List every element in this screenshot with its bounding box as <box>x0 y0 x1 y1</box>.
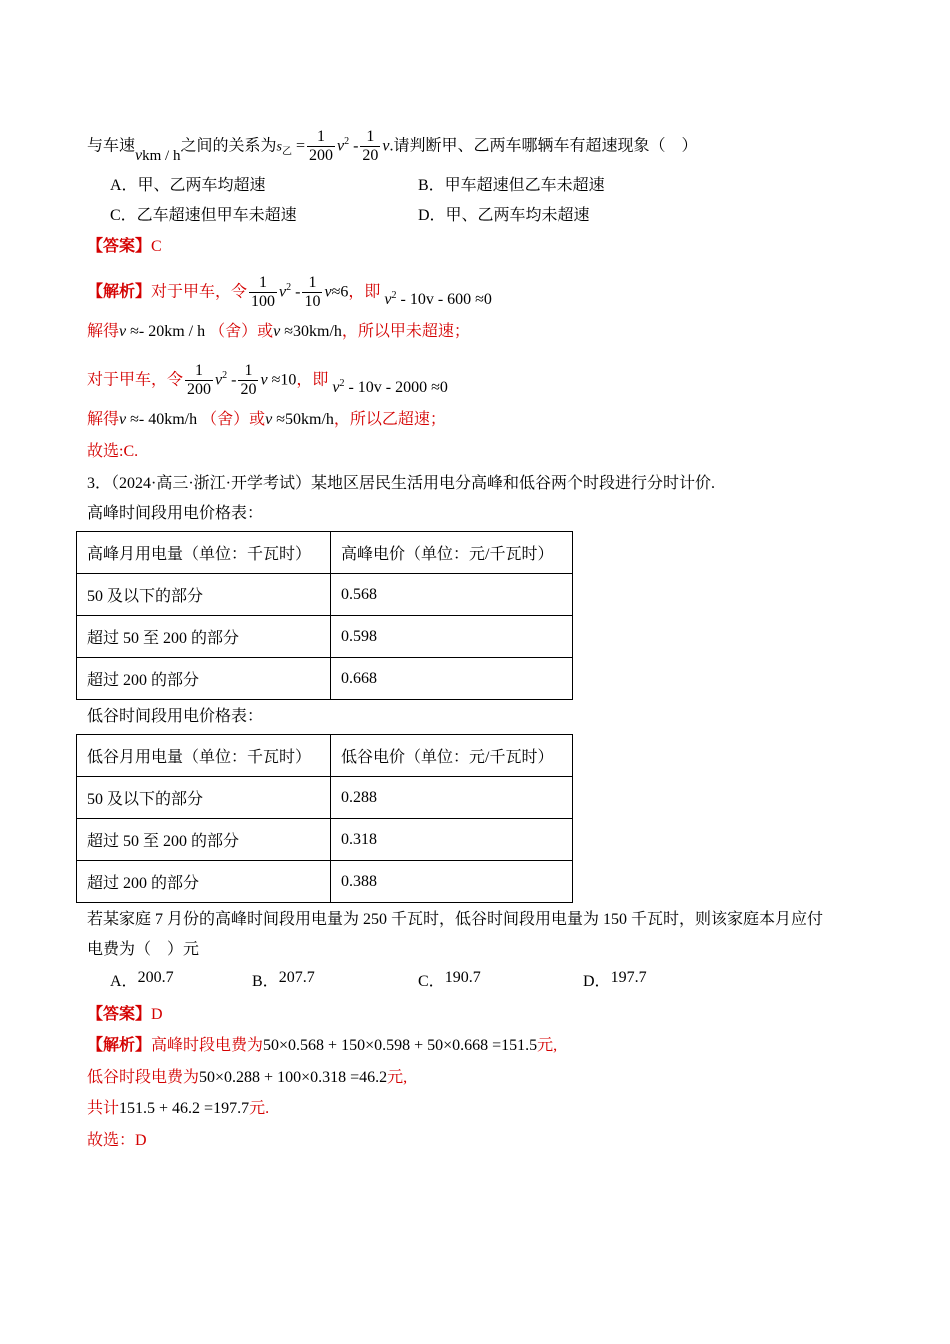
q3-stem: 3．（2024·高三·浙江·开学考试）某地区居民生活用电分高峰和低谷两个时段进行分时计价. <box>87 475 715 492</box>
q3-question-line1: 若某家庭 7 月份的高峰时间段用电量为 250 千瓦时，低谷时间段用电量为 150 千瓦时，则该家庭本月应付 <box>87 911 824 928</box>
table-row <box>77 532 573 574</box>
table-row: 50 及以下的部分 0.568 <box>77 574 573 616</box>
q2-a3-frac1: $\frac{1}{200}$ <box>187 362 212 399</box>
valley-table-title: 低谷时间段用电价格表： <box>87 708 264 725</box>
q2-a3-frac2: $\frac{1}{20}$ <box>240 362 257 399</box>
q2-term2: v <box>382 137 390 155</box>
q3-answer-tag: 【答案】 <box>87 1006 152 1023</box>
peak-header-usage: 高峰月用电量（单位：千瓦时） <box>77 532 331 574</box>
q2-term1: v <box>336 137 345 155</box>
q3-analysis-line2: 低谷时段电费为50×0.288 + 100×0.318 =46.2元, <box>87 1069 408 1086</box>
q3-option-b: B．207.7 <box>252 969 315 990</box>
q2-frac1: $\frac{1}{200}$ <box>308 128 333 165</box>
q2-frac2: $\frac{1}{20}$ <box>362 128 379 165</box>
q2-analysis-line1: 【解析】对于甲车，令 $\frac{1}{100}$ $v^2$ - $\frac{1}{10}$ v≈6，即 $v^2 - 10v - 600 \approx 0$ <box>87 274 492 311</box>
q3-final: 故选：D <box>87 1132 147 1149</box>
q3-answer-value: D <box>151 1006 163 1023</box>
q2-a1-frac2: $\frac{1}{10}$ <box>304 274 321 311</box>
q2-answer-value: C <box>151 238 162 255</box>
q2-option-d: D．甲、乙两车均未超速 <box>418 207 590 224</box>
valley-price-table <box>76 734 573 903</box>
q2-option-a: A．甲、乙两车均超速 <box>110 177 266 194</box>
table-row: 超过 50 至 200 的部分 0.318 <box>77 819 573 861</box>
table-row: 超过 200 的部分 0.668 <box>77 658 573 700</box>
peak-price-table <box>76 531 573 700</box>
q3-question-line2: 电费为（ ）元 <box>87 941 200 958</box>
table-row <box>77 735 573 777</box>
q2-stem-text-b: 之间的关系为 <box>180 137 277 155</box>
q2-stem-eq: = <box>295 137 305 155</box>
table-row: 超过 50 至 200 的部分 0.598 <box>77 616 573 658</box>
q2-analysis-line3: 对于甲车，令 $\frac{1}{200}$ $v^2$ - $\frac{1}{20}$ v ≈10，即 $v^2 - 10v - 2000 \approx 0$ <box>87 362 448 399</box>
q2-analysis-tag: 【解析】 <box>87 283 152 301</box>
q2-answer-tag: 【答案】 <box>87 238 152 255</box>
q3-option-d: D．197.7 <box>583 969 647 990</box>
peak-header-price: 高峰电价（单位：元/千瓦时） <box>331 532 573 574</box>
table-row: 50 及以下的部分 0.288 <box>77 777 573 819</box>
q2-stem: 与车速vkm / h之间的关系为$s_乙$ = $\frac{1}{200}$ $v^2$ - $\frac{1}{20}$ v.请判断甲、乙两车哪辆车有超速现象（ ） <box>87 128 698 165</box>
q2-option-b: B．甲车超速但乙车未超速 <box>418 177 605 194</box>
q2-stem-unit: km / h <box>142 148 181 165</box>
valley-header-usage: 低谷月用电量（单位：千瓦时） <box>77 735 331 777</box>
q2-stem-var: v <box>135 147 143 165</box>
q2-analysis-line4: 解得v ≈- 40km/h （舍）或v ≈50km/h，所以乙超速； <box>87 411 446 428</box>
valley-header-price: 低谷电价（单位：元/千瓦时） <box>331 735 573 777</box>
q2-option-c: C．乙车超速但甲车未超速 <box>110 207 297 224</box>
q2-stem-text-a: 与车速 <box>87 137 136 155</box>
q2-answer <box>87 235 162 259</box>
q2-analysis-line2: 解得v ≈- 20km / h （舍）或v ≈30km/h，所以甲未超速； <box>87 323 470 340</box>
q2-stem-text-c: .请判断甲、乙两车哪辆车有超速现象（ ） <box>389 137 698 155</box>
peak-table-title: 高峰时间段用电价格表： <box>87 505 264 522</box>
q3-option-c: C．190.7 <box>418 969 481 990</box>
q2-final: 故选:C. <box>87 443 139 460</box>
q3-analysis-tag: 【解析】 <box>87 1037 152 1054</box>
q3-option-a: A．200.7 <box>110 969 174 990</box>
q2-minus: - <box>353 137 359 155</box>
q3-analysis-line1: 【解析】高峰时段电费为50×0.568 + 150×0.598 + 50×0.668 =151.5元, <box>87 1037 558 1054</box>
q3-analysis-line3: 共计151.5 + 46.2 =197.7元. <box>87 1100 270 1117</box>
table-row: 超过 200 的部分 0.388 <box>77 861 573 903</box>
q2-stem-s: s <box>276 139 282 155</box>
q2-stem-s-sub: 乙 <box>281 146 292 158</box>
q2-a1-frac1: $\frac{1}{100}$ <box>251 274 276 311</box>
q3-answer <box>87 1003 163 1027</box>
